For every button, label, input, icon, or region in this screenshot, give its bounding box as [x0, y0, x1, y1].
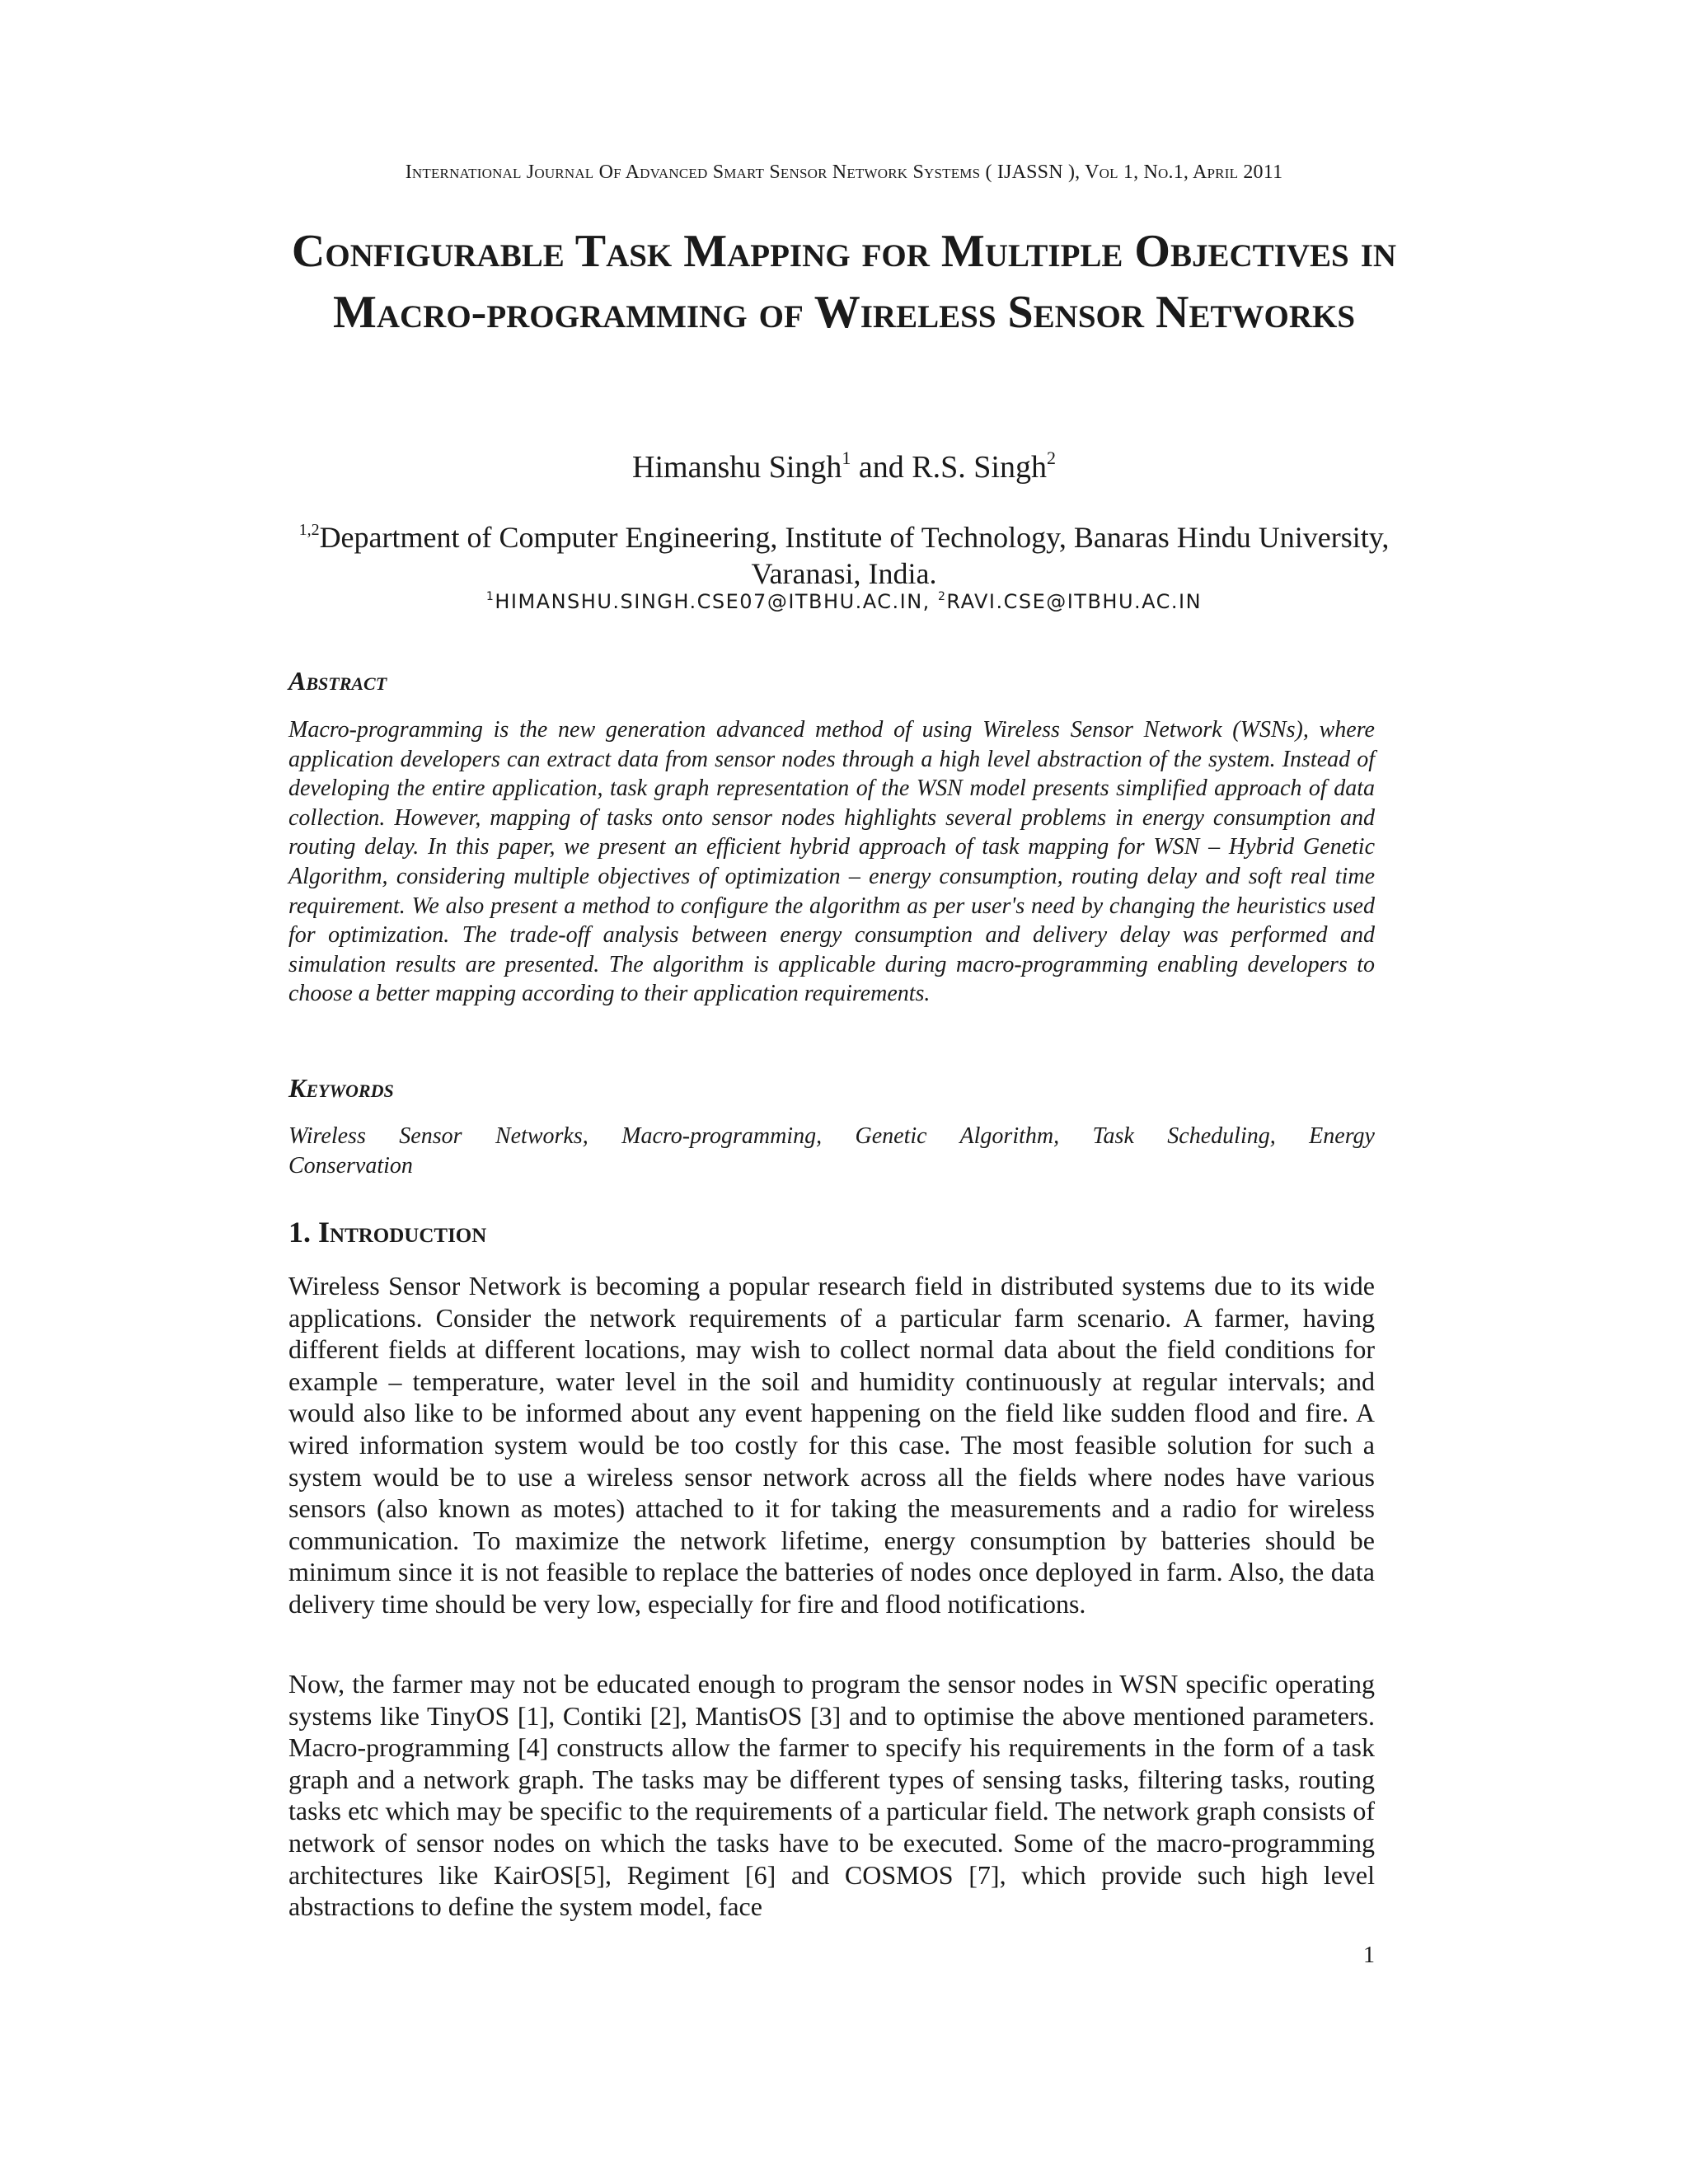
email-address[interactable]: HIMANSHU.SINGH.CSE07@ITBHU.AC.IN,	[495, 590, 938, 613]
author-emails	[0, 590, 1688, 613]
author-line	[0, 449, 1688, 485]
author-name: R.S. Singh	[912, 450, 1047, 485]
email-mark: 2	[937, 590, 947, 603]
introduction-heading: 1. Introduction	[288, 1216, 487, 1249]
author-affiliation-mark: 1	[842, 448, 851, 468]
abstract-text: Macro-programming is the new generation advanced method of using Wireless Sensor Network (WSNs), where application developers can extract data from sensor nodes through a high level abstraction of the system. Instead of developing the entire application, task graph representation of the WSN model presents simplified approach of data collection. However, mapping of tasks onto sensor nodes highlights several problems in energy consumption and routing delay. In this paper, we present an efficient hybrid approach of task mapping for WSN – Hybrid Genetic Algorithm, considering multiple objectives of optimization – energy consumption, routing delay and soft real time requirement. We also present a method to configure the algorithm as per user's need by changing the heuristics used for optimization. The trade-off analysis between energy consumption and delivery delay was performed and simulation results are presented. The algorithm is applicable during macro-programming enabling developers to choose a better mapping according to their application requirements.	[288, 717, 1375, 1007]
keywords-line: Conservation	[288, 1152, 413, 1179]
introduction-paragraph: Now, the farmer may not be educated enough to program the sensor nodes in WSN specific operating systems like TinyOS [1], Contiki [2], MantisOS [3] and to optimise the above mentioned parameters. Macro-programming [4] constructs allow the farmer to specify his requirements in the form of a task graph and a network graph. The tasks may be different types of sensing tasks, filtering tasks, routing tasks etc which may be specific to the requirements of a particular field. The network graph consists of network of sensor nodes on which the tasks have to be executed. Some of the macro-programming architectures like KairOS[5], Regiment [6] and COSMOS [7], which provide such high level abstractions to define the system model, face	[288, 1669, 1375, 1922]
affiliation-text: Department of Computer Engineering, Institute of Technology, Banaras Hindu University, Varanasi, India.	[319, 521, 1390, 590]
email-address[interactable]: RAVI.CSE@ITBHU.AC.IN	[946, 590, 1203, 613]
author-name: Himanshu Singh	[632, 450, 842, 485]
running-header: International Journal Of Advanced Smart Sensor Network Systems ( IJASSN ), Vol 1, No.1, April 2011	[405, 162, 1283, 183]
email-mark: 1	[485, 590, 495, 603]
keywords-text	[288, 1122, 1375, 1180]
paper-title: Configurable Task Mapping for Multiple Objectives in Macro-programming of Wireless Sensor Networks	[291, 226, 1397, 338]
affiliation	[247, 519, 1441, 592]
author-conjunction: and	[851, 450, 912, 485]
introduction-paragraph: Wireless Sensor Network is becoming a popular research field in distributed systems due to its wide applications. Consider the network requirements of a particular farm scenario. A farmer, having different fields at different locations, may wish to collect normal data about the field conditions for example – temperature, water level in the soil and humidity continuously at regular intervals; and would also like to be informed about any event happening on the field like sudden flood and fire. A wired information system would be too costly for this case. The most feasible solution for such a system would be to use a wireless sensor network across all the fields where nodes have various sensors (also known as motes) attached to it for taking the measurements and a radio for wireless communication. To maximize the network lifetime, energy consumption by batteries should be minimum since it is not feasible to replace the batteries of nodes once deployed in farm. Also, the data delivery time should be very low, especially for fire and flood notifications.	[288, 1271, 1375, 1619]
page-number: 1	[1363, 1943, 1375, 1968]
keywords-heading: Keywords	[288, 1073, 394, 1103]
author-affiliation-mark: 2	[1046, 448, 1056, 468]
abstract-heading: Abstract	[288, 666, 387, 696]
keywords-line: Wireless Sensor Networks, Macro-programming, Genetic Algorithm, Task Scheduling, Energy	[288, 1123, 1375, 1149]
affiliation-mark: 1,2	[298, 521, 320, 539]
